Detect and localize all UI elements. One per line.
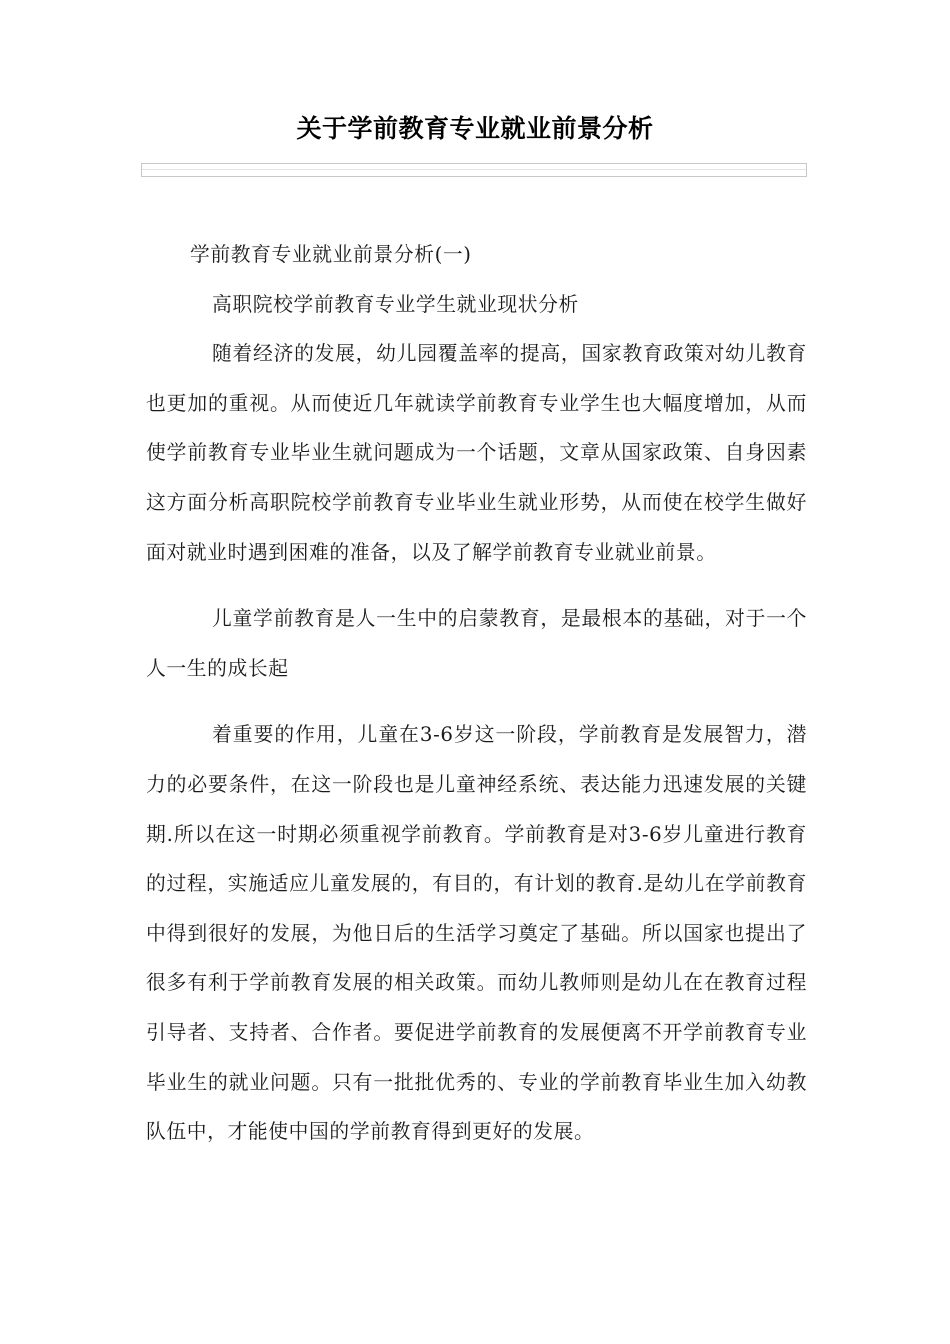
title-divider: [141, 163, 807, 177]
article-title: 高职院校学前教育专业学生就业现状分析: [212, 292, 579, 316]
section-heading: 学前教育专业就业前景分析(一): [190, 243, 472, 266]
document-title: 关于学前教育专业就业前景分析: [296, 114, 654, 143]
paragraph: 随着经济的发展，幼儿园覆盖率的提高，国家教育政策对幼儿教育也更加的重视。从而使近几年就读学前教育专业学生也大幅度增加，从而使学前教育专业毕业生就问题成为一个话题，文章从国家政策、自身因素这方面分析高职院校学前教育专业毕业生就业形势，从而使在校学生做好面对就业时遇到困难的准备，以及了解学前教育专业就业前景。: [146, 342, 807, 564]
paragraph: 着重要的作用，儿童在3-6岁这一阶段，学前教育是发展智力，潜力的必要条件，在这一阶段也是儿童神经系统、表达能力迅速发展的关键期.所以在这一时期必须重视学前教育。学前教育是对3-6岁儿童进行教育的过程，实施适应儿童发展的，有目的，有计划的教育.是幼儿在学前教育中得到很好的发展，为他日后的生活学习奠定了基础。所以国家也提出了很多有利于学前教育发展的相关政策。而幼儿教师则是幼儿在在教育过程引导者、支持者、合作者。要促进学前教育的发展便离不开学前教育专业毕业生的就业问题。只有一批批优秀的、专业的学前教育毕业生加入幼教队伍中，才能使中国的学前教育得到更好的发展。: [146, 723, 807, 1144]
document-body: [146, 230, 807, 1157]
paragraph: 儿童学前教育是人一生中的启蒙教育，是最根本的基础，对于一个人一生的成长起: [146, 607, 807, 680]
